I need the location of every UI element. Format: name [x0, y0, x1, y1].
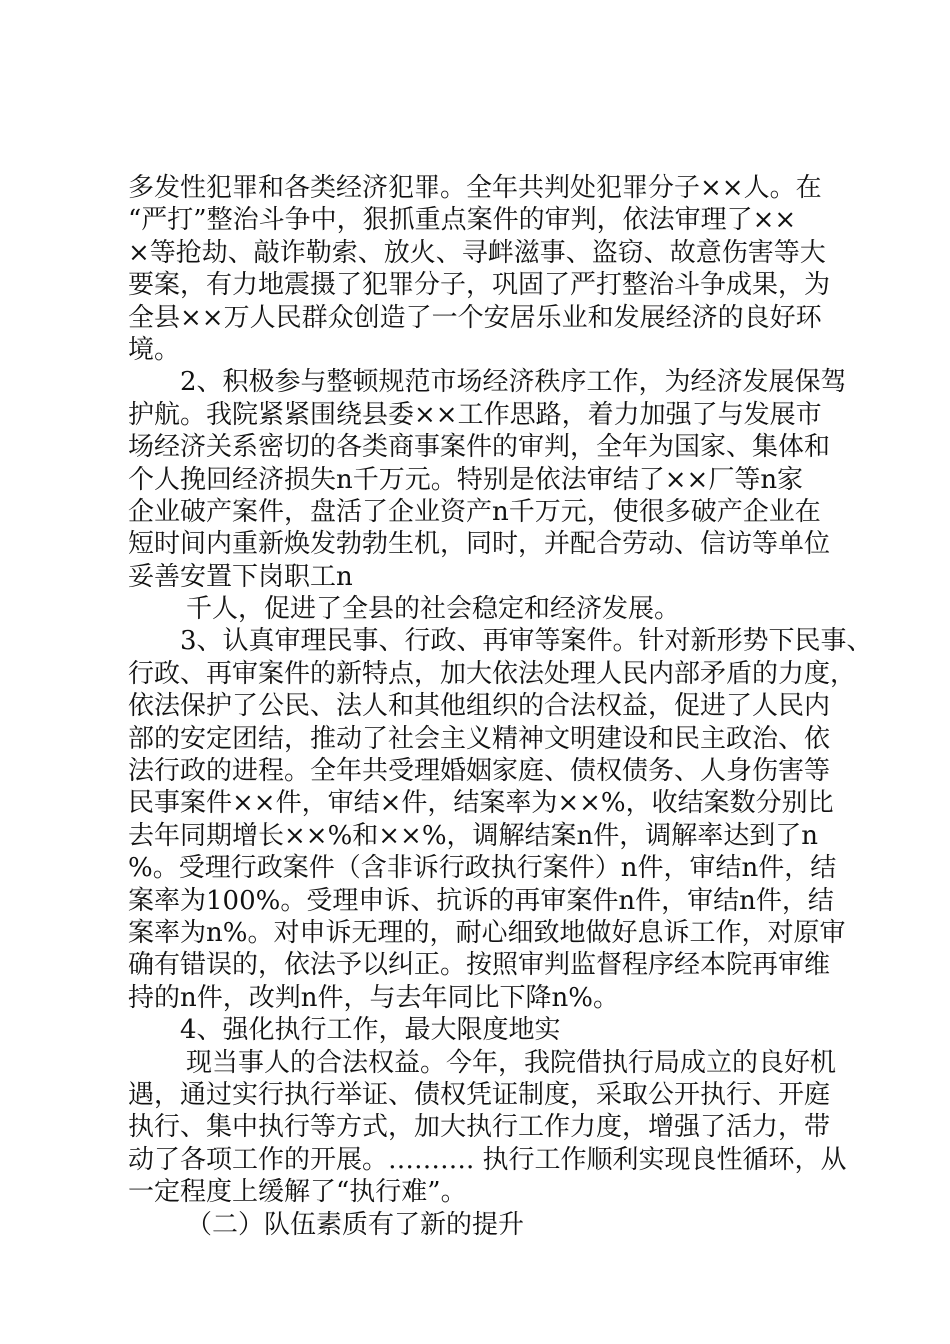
text-line: 案率为n%。对申诉无理的，耐心细致地做好息诉工作，对原审: [128, 917, 846, 948]
text-line: 护航。我院紧紧围绕县委××工作思路，着力加强了与发展市: [128, 399, 822, 430]
text-line: 持的n件，改判n件，与去年同比下降n%。: [128, 982, 619, 1013]
text-line: 部的安定团结，推动了社会主义精神文明建设和民主政治、依: [128, 723, 831, 754]
text-line: 执行、集中执行等方式，加大执行工作力度，增强了活力，带: [128, 1112, 831, 1143]
text-line: 全县××万人民群众创造了一个安居乐业和发展经济的良好环: [128, 302, 822, 333]
text-line: 依法保护了公民、法人和其他组织的合法权益，促进了人民内: [128, 691, 831, 722]
text-line: 确有错误的，依法予以纠正。按照审判监督程序经本院再审维: [128, 950, 831, 981]
text-line: 案率为100%。受理申诉、抗诉的再审案件n件，审结n件，结: [128, 885, 834, 916]
text-line: 去年同期增长××%和××%，调解结案n件，调解率达到了n: [128, 820, 819, 851]
text-line: 4、强化执行工作，最大限度地实: [180, 1015, 561, 1046]
text-line: 3、认真审理民事、行政、再审等案件。针对新形势下民事、: [180, 626, 873, 657]
text-line: 法行政的进程。全年共受理婚姻家庭、债权债务、人身伤害等: [128, 756, 831, 787]
text-line: 动了各项工作的开展。………. 执行工作顺利实现良性循环，从: [128, 1144, 847, 1175]
text-line: 多发性犯罪和各类经济犯罪。全年共判处犯罪分子××人。在: [128, 173, 822, 203]
text-line: “严打”整治斗争中，狠抓重点案件的审判，依法审理了××: [128, 205, 797, 236]
text-line: （二）队伍素质有了新的提升: [186, 1209, 525, 1240]
text-line: 民事案件××件，审结×件，结案率为××%，收结案数分别比: [128, 788, 834, 819]
text-line: 要案，有力地震摄了犯罪分子，巩固了严打整治斗争成果，为: [128, 270, 831, 301]
text-line: 千人，促进了全县的社会稳定和经济发展。: [186, 594, 681, 625]
text-line: 企业破产案件，盘活了企业资产n千万元，使很多破产企业在: [128, 496, 821, 527]
text-line: 2、积极参与整顿规范市场经济秩序工作，为经济发展保驾: [180, 367, 847, 398]
body-text: [128, 172, 873, 1241]
text-line: 行政、再审案件的新特点，加大依法处理人民内部矛盾的力度，: [128, 658, 857, 689]
text-line: ×等抢劫、敲诈勒索、放火、寻衅滋事、盗窃、故意伤害等大: [128, 237, 826, 268]
text-line: 现当事人的合法权益。今年，我院借执行局成立的良好机: [186, 1047, 837, 1078]
text-line: 个人挽回经济损失n千万元。特别是依法审结了××厂等n家: [128, 464, 804, 495]
text-line: 一定程度上缓解了“执行难”。: [128, 1177, 467, 1208]
text-line: 妥善安置下岗职工n: [128, 561, 353, 592]
text-line: 短时间内重新焕发勃勃生机，同时，并配合劳动、信访等单位: [128, 529, 831, 560]
text-line: 境。: [128, 334, 181, 365]
text-line: %。受理行政案件（含非诉行政执行案件）n件，审结n件，结: [128, 853, 837, 884]
text-line: 遇，通过实行执行举证、债权凭证制度，采取公开执行、开庭: [128, 1079, 831, 1110]
text-line: 场经济关系密切的各类商事案件的审判，全年为国家、集体和: [128, 432, 831, 463]
